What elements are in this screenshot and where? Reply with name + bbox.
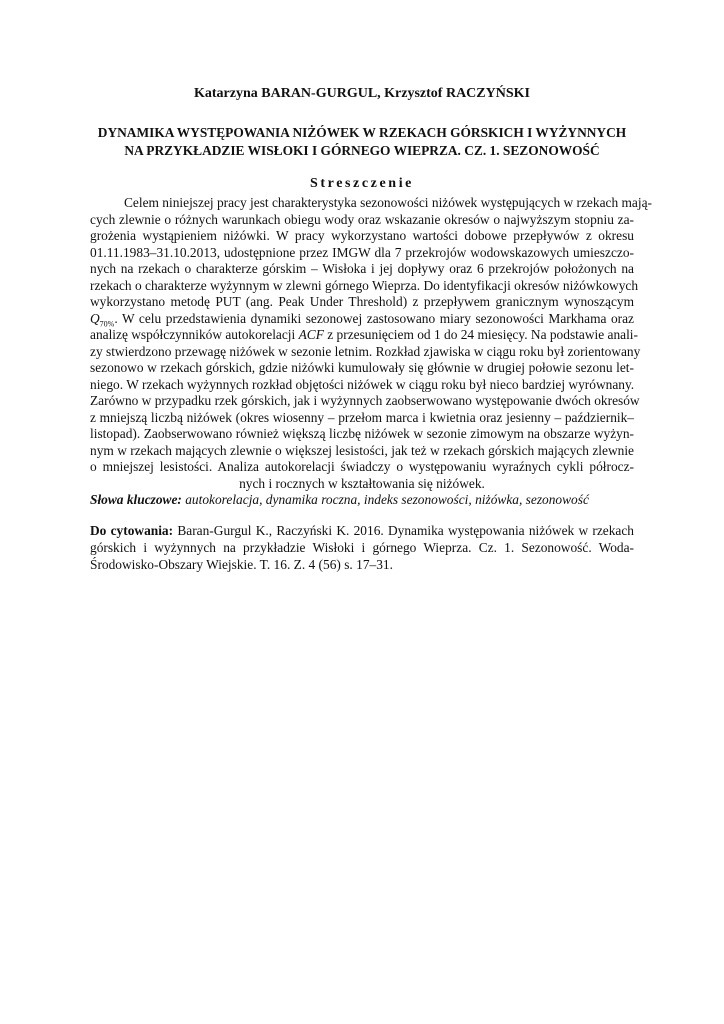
abstract-line: wykorzystano metodę PUT (ang. Peak Under Threshold) z przepływem granicznym wynoszącym [90, 294, 634, 309]
keywords-label: Słowa kluczowe: [90, 492, 182, 507]
abstract-line: Zarówno w przypadku rzek górskich, jak i wyżynnych zaobserwowano występowanie dwóch okresów [90, 393, 640, 408]
abstract-line: 01.11.1983–31.10.2013, udostępnione przez IMGW dla 7 przekrojów wodowskazowych umieszczo- [90, 244, 634, 260]
abstract-line: nych i rocznych w kształtowania się niżówek. [239, 475, 485, 491]
abstract-line: listopad). Zaobserwowano również większą liczbę niżówek w sezonie zimowym na obszarze wyżyn- [90, 426, 634, 441]
acf-term: ACF [298, 327, 324, 342]
citation-label: Do cytowania: [90, 523, 174, 538]
abstract-line: z mniejszą liczbą niżówek (okres wiosenny – przełom marca i kwietnia oraz jesienny – październik– [90, 409, 634, 425]
abstract-line: grożenia wystąpieniem niżówki. W pracy wykorzystano wartości dobowe przepływów z okresu [90, 228, 634, 243]
abstract-line: sezonowo w rzekach górskich, gdzie niżówki kumulowały się głównie w drugiej połowie sezonu let- [90, 360, 634, 375]
paper-title [90, 124, 634, 160]
citation [90, 522, 634, 573]
abstract-line [90, 327, 638, 344]
abstract-line: rzekach o charakterze wyżynnym w zlewni górnego Wieprza. Do identyfikacji okresów niżówkowych [90, 277, 639, 293]
citation-text: Baran-Gurgul K., Raczyński K. 2016. Dynamika występowania niżówek w rzekach [173, 523, 634, 538]
title-line: NA PRZYKŁADZIE WISŁOKI I GÓRNEGO WIEPRZA. CZ. 1. SEZONOWOŚĆ [124, 143, 600, 158]
citation-line: górskich i wyżynnych na przykładzie Wisłoki i górnego Wieprza. Cz. 1. Sezonowość. Woda- [90, 540, 634, 555]
abstract-line-text: analizę współczynników autokorelacji [90, 327, 296, 342]
abstract-line-text: z przesunięciem od 1 do 24 miesięcy. Na podstawie anali- [323, 327, 638, 342]
keywords-text: autokorelacja, dynamika roczna, indeks sezonowości, niżówka, sezonowość [181, 492, 589, 507]
keywords [90, 491, 634, 508]
q-symbol: Q [90, 310, 100, 326]
abstract-line: o mniejszej lesistości. Analiza autokorelacji świadczy o występowaniu wyraźnych cykli półrocz- [90, 459, 634, 474]
abstract-line: Celem niniejszej pracy jest charakterystyka sezonowości niżówek występujących w rzekach mają- [124, 195, 652, 210]
abstract-line [90, 311, 634, 328]
citation-line [90, 522, 634, 539]
citation-line: Środowisko-Obszary Wiejskie. T. 16. Z. 4 (56) s. 17–31. [90, 557, 393, 572]
q-subscript: 70% [99, 319, 115, 329]
abstract-line: niego. W rzekach wyżynnych rozkład objętości niżówek w ciągu roku był nieco bardziej wyrównany. [90, 376, 635, 392]
abstract-heading: Streszczenie [309, 176, 415, 191]
abstract-line: nych na rzekach o charakterze górskim – Wisłoka i jej dopływy oraz 6 przekrojów położonych na [90, 261, 634, 276]
title-line: DYNAMIKA WYSTĘPOWANIA NIŻÓWEK W RZEKACH GÓRSKICH I WYŻYNNYCH [97, 125, 627, 140]
abstract-line: nym w rzekach mających zlewnie o większej lesistości, jak też w rzekach górskich mających zlewnie [90, 442, 634, 458]
abstract-line: zy stwierdzono przewagę niżówek w sezonie letnim. Rozkład zjawiska w ciągu roku był zorientowany [90, 343, 641, 359]
abstract-line: cych zlewnie o różnych warunkach obiegu wody oraz wskazanie okresów o najwyższym stopniu za- [90, 211, 634, 227]
abstract-line-text: . W celu przedstawienia dynamiki sezonowej zastosowano miary sezonowości Markhama oraz [114, 310, 634, 326]
authors: Katarzyna BARAN-GURGUL, Krzysztof RACZYŃSKI [194, 86, 530, 101]
abstract-body [90, 195, 652, 492]
